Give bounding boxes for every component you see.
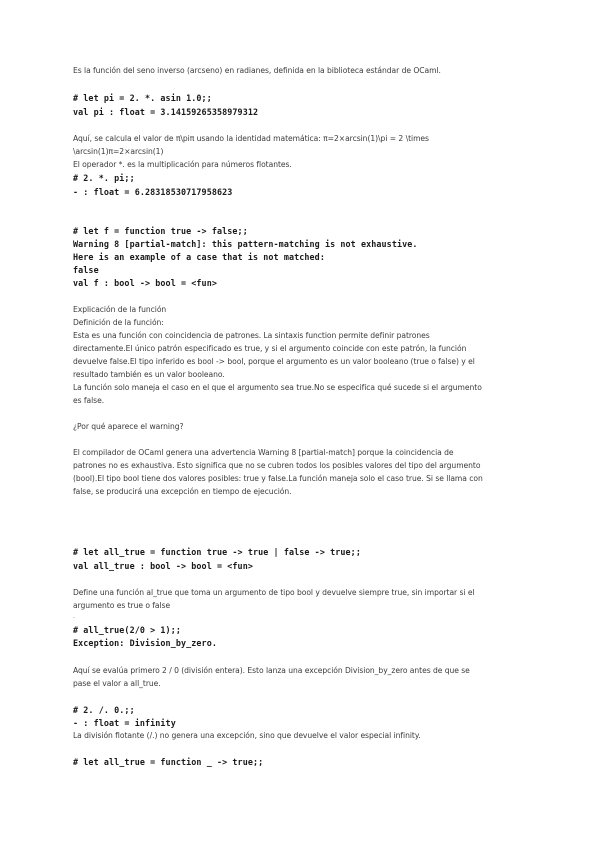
code-line: # 2. *. pi;; xyxy=(73,173,135,183)
code-line: - : float = infinity xyxy=(73,718,176,728)
text-line: argumento es true o false xyxy=(73,601,171,610)
text-line: directamente.El único patrón especificado es true, y si el argumento coincide con este patrón, la función xyxy=(73,344,467,353)
text-line: Aquí se evalúa primero 2 / 0 (división entera). Esto lanza una excepción Division_by_zero antes de que se xyxy=(73,666,470,675)
text-line: El operador *. es la multiplicación para números flotantes. xyxy=(73,160,292,169)
text-line: (bool).El tipo bool tiene dos valores posibles: true y false.La función maneja solo el caso true. Si se llama con xyxy=(73,474,483,483)
text-line: Esta es una función con coincidencia de patrones. La sintaxis function permite definir patrones xyxy=(73,331,430,340)
code-line: Warning 8 [partial-match]: this pattern-matching is not exhaustive. xyxy=(73,239,418,249)
code-line: Here is an example of a case that is not matched: xyxy=(73,252,325,262)
code-line: val all_true : bool -> bool = <fun> xyxy=(73,561,253,571)
text-line: ¿Por qué aparece el warning? xyxy=(73,422,184,431)
code-line: # let pi = 2. *. asin 1.0;; xyxy=(73,93,212,103)
code-line: Exception: Division_by_zero. xyxy=(73,638,217,648)
code-line: false xyxy=(73,265,99,275)
text-line: Definición de la función: xyxy=(73,318,164,327)
dot-text: . xyxy=(73,613,75,620)
text-line: La función solo maneja el caso en el que el argumento sea true.No se especifica qué sucede si el argumento xyxy=(73,383,482,392)
text-line: La división flotante (/.) no genera una excepción, sino que devuelve el valor especial infinity. xyxy=(73,731,421,740)
text-line: pase el valor a all_true. xyxy=(73,679,161,688)
text-line: Aquí, se calcula el valor de π\piπ usando la identidad matemática: π=2×arcsin(1)\pi = 2 \times xyxy=(73,134,429,143)
text-line: Es la función del seno inverso (arcseno) en radianes, definida en la biblioteca estándar de OCaml. xyxy=(73,66,441,75)
text-line: resultado también es un valor booleano. xyxy=(73,370,225,379)
text-line: Explicación de la función xyxy=(73,305,167,314)
code-line: val f : bool -> bool = <fun> xyxy=(73,278,217,288)
code-line: # let f = function true -> false;; xyxy=(73,226,248,236)
code-line: # let all_true = function _ -> true;; xyxy=(73,757,264,767)
text-line: El compilador de OCaml genera una advertencia Warning 8 [partial-match] porque la coincidencia de xyxy=(73,448,454,457)
code-line: val pi : float = 3.14159265358979312 xyxy=(73,107,259,117)
text-line: \arcsin(1)π=2×arcsin(1) xyxy=(73,147,164,156)
code-line: # let all_true = function true -> true | false -> true;; xyxy=(73,547,361,557)
code-line: # 2. /. 0.;; xyxy=(73,705,135,715)
text-line: es false. xyxy=(73,396,105,405)
code-line: - : float = 6.28318530717958623 xyxy=(73,187,233,197)
code-line: # all_true(2/0 > 1);; xyxy=(73,625,181,635)
text-line: Define una función al_true que toma un argumento de tipo bool y devuelve siempre true, sin importar si el xyxy=(73,588,475,597)
text-line: devuelve false.El tipo inferido es bool -> bool, porque el argumento es un valor booleano (true o false) y el xyxy=(73,357,475,366)
text-line: patrones no es exhaustiva. Esto significa que no se cubren todos los posibles valores del tipo del argumento xyxy=(73,461,481,470)
text-line: false, se producirá una excepción en tiempo de ejecución. xyxy=(73,487,292,496)
